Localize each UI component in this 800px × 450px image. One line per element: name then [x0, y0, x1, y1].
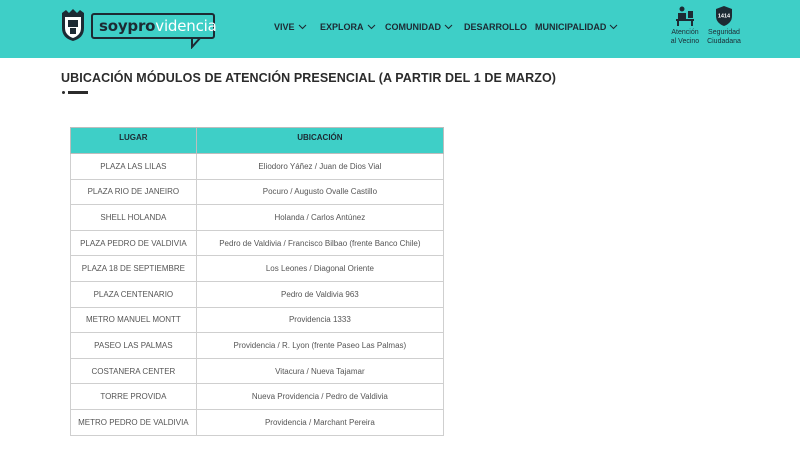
- place-cell: PASEO LAS PALMAS: [71, 333, 197, 359]
- place-cell: PLAZA PEDRO DE VALDIVIA: [71, 230, 197, 256]
- nav-item-municipalidad[interactable]: [535, 22, 618, 32]
- chevron-down-icon: [444, 24, 453, 30]
- table-row: [71, 179, 444, 205]
- security-badge-number: 1414: [717, 13, 731, 20]
- nav-item-label: EXPLORA: [320, 22, 364, 32]
- top-navigation-bar: [0, 0, 800, 58]
- location-cell: Pedro de Valdivia 963: [196, 281, 443, 307]
- place-cell: PLAZA 18 DE SEPTIEMBRE: [71, 256, 197, 282]
- place-cell: TORRE PROVIDA: [71, 384, 197, 410]
- chevron-down-icon: [298, 24, 307, 30]
- atencion-vecino-link[interactable]: [666, 6, 704, 46]
- locations-table: [70, 127, 444, 436]
- qa-label-line1: Seguridad: [708, 29, 740, 36]
- nav-item-label: MUNICIPALIDAD: [535, 22, 607, 32]
- page-title: UBICACIÓN MÓDULOS DE ATENCIÓN PRESENCIAL (A PARTIR DEL 1 DE MARZO): [61, 71, 557, 85]
- table-header-row: [71, 128, 444, 154]
- place-cell: METRO MANUEL MONTT: [71, 307, 197, 333]
- place-cell: COSTANERA CENTER: [71, 358, 197, 384]
- place-cell: METRO PEDRO DE VALDIVIA: [71, 409, 197, 435]
- nav-item-comunidad[interactable]: [385, 22, 453, 32]
- logo-text-light: videncia: [155, 17, 217, 35]
- location-cell: Nueva Providencia / Pedro de Valdivia: [196, 384, 443, 410]
- shield-icon: [715, 6, 733, 26]
- location-cell: Providencia / Marchant Pereira: [196, 409, 443, 435]
- place-cell: PLAZA RIO DE JANEIRO: [71, 179, 197, 205]
- table-row: [71, 205, 444, 231]
- location-cell: Vitacura / Nueva Tajamar: [196, 358, 443, 384]
- nav-item-desarrollo[interactable]: [464, 22, 527, 32]
- chevron-down-icon: [609, 24, 618, 30]
- table-row: [71, 256, 444, 282]
- nav-item-label: DESARROLLO: [464, 22, 527, 32]
- nav-item-label: VIVE: [274, 22, 295, 32]
- column-header-ubicacion: UBICACIÓN: [196, 128, 443, 154]
- location-cell: Los Leones / Diagonal Oriente: [196, 256, 443, 282]
- table-row: [71, 358, 444, 384]
- place-cell: PLAZA LAS LILAS: [71, 154, 197, 180]
- municipal-crest-icon[interactable]: [60, 8, 86, 42]
- table-row: [71, 384, 444, 410]
- table-row: [71, 409, 444, 435]
- table-row: [71, 154, 444, 180]
- site-logo[interactable]: [91, 13, 215, 39]
- location-cell: Eliodoro Yáñez / Juan de Dios Vial: [196, 154, 443, 180]
- person-desk-icon: [674, 6, 696, 26]
- place-cell: PLAZA CENTENARIO: [71, 281, 197, 307]
- qa-label-line2: Ciudadana: [707, 38, 741, 45]
- chevron-down-icon: [367, 24, 376, 30]
- location-cell: Holanda / Carlos Antúnez: [196, 205, 443, 231]
- location-cell: Providencia 1333: [196, 307, 443, 333]
- nav-item-vive[interactable]: [274, 22, 307, 32]
- location-cell: Providencia / R. Lyon (frente Paseo Las Palmas): [196, 333, 443, 359]
- table-row: [71, 230, 444, 256]
- title-underline-dot: [62, 91, 65, 94]
- table-row: [71, 307, 444, 333]
- nav-item-label: COMUNIDAD: [385, 22, 441, 32]
- speech-bubble-tail-icon: [191, 37, 203, 49]
- seguridad-ciudadana-link[interactable]: [704, 6, 744, 46]
- nav-item-explora[interactable]: [320, 22, 376, 32]
- table-row: [71, 281, 444, 307]
- place-cell: SHELL HOLANDA: [71, 205, 197, 231]
- logo-text-bold: soypro: [99, 17, 156, 35]
- column-header-lugar: LUGAR: [71, 128, 197, 154]
- table-row: [71, 333, 444, 359]
- qa-label-line1: Atención: [671, 29, 699, 36]
- location-cell: Pedro de Valdivia / Francisco Bilbao (frente Banco Chile): [196, 230, 443, 256]
- location-cell: Pocuro / Augusto Ovalle Castillo: [196, 179, 443, 205]
- qa-label-line2: al Vecino: [670, 38, 700, 45]
- title-underline-dash: [68, 91, 88, 94]
